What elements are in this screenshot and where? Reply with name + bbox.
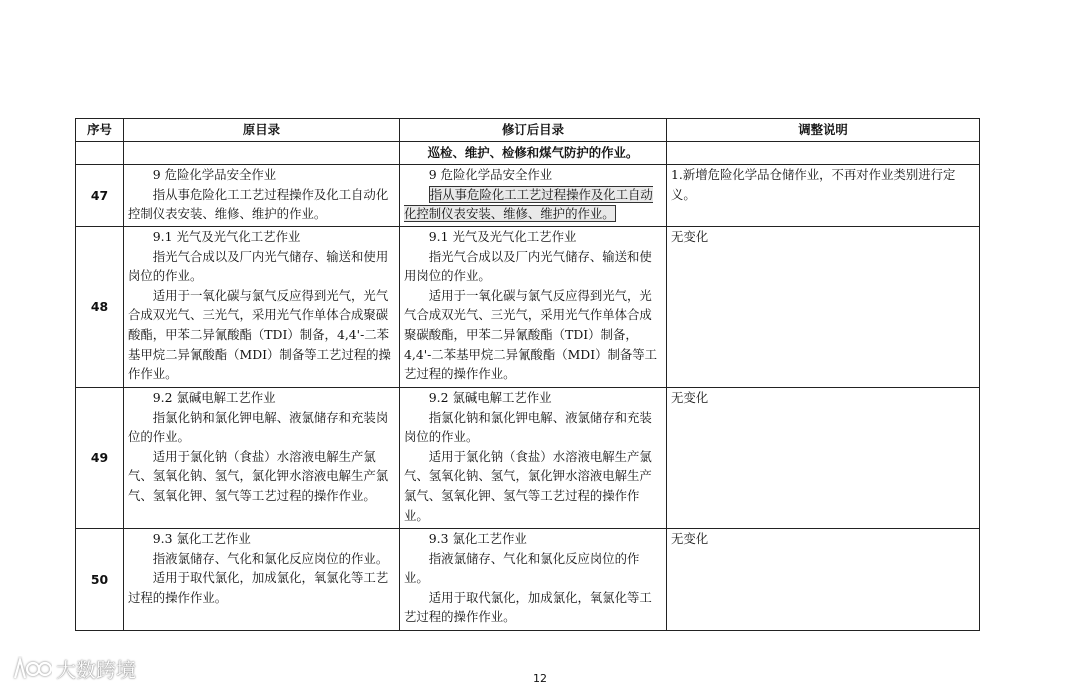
page-number: 12 bbox=[533, 672, 547, 685]
row-number: 48 bbox=[76, 227, 124, 388]
revised-cell: 9.1 光气及光气化工艺作业 指光气合成以及厂内光气储存、输送和使用岗位的作业。 适用于一氧化碳与氯气反应得到光气，光气合成双光气、三光气，采用光气作单体合成聚碳酸酯，甲苯二异氰酸酯（TDI）制备，4,4'-二苯基甲烷二异氰酸酯（MDI）制备等工艺过程的操作作业。 bbox=[400, 227, 667, 388]
highlighted-text: 指从事危险化工工艺过程操作及化工自动化控制仪表安装、维修、维护的作业。 bbox=[404, 186, 653, 222]
original-cell: 9.1 光气及光气化工艺作业 指光气合成以及厂内光气储存、输送和使用岗位的作业。 适用于一氧化碳与氯气反应得到光气，光气合成双光气、三光气，采用光气作单体合成聚碳酸酯，甲苯二异氰酸酯（TDI）制备，4,4'-二苯基甲烷二异氰酸酯（MDI）制备等工艺过程的操作作业。 bbox=[124, 227, 400, 388]
watermark bbox=[12, 654, 136, 683]
header-revised: 修订后目录 bbox=[400, 119, 667, 142]
table-row bbox=[76, 529, 980, 631]
header-note: 调整说明 bbox=[667, 119, 980, 142]
original-cell: 9.3 氯化工艺作业 指液氯储存、气化和氯化反应岗位的作业。 适用于取代氯化，加成氯化，氧氯化等工艺过程的操作作业。 bbox=[124, 529, 400, 631]
header-original: 原目录 bbox=[124, 119, 400, 142]
header-serial: 序号 bbox=[76, 119, 124, 142]
table-row bbox=[76, 227, 980, 388]
revised-cell: 9 危险化学品安全作业 指从事危险化工工艺过程操作及化工自动化控制仪表安装、维修、维护的作业。 bbox=[400, 165, 667, 227]
header-row bbox=[76, 119, 980, 142]
note-cell: 1.新增危险化学品仓储作业，不再对作业类别进行定义。 bbox=[667, 165, 980, 227]
row-number: 50 bbox=[76, 529, 124, 631]
revision-table bbox=[75, 118, 980, 631]
table-row bbox=[76, 165, 980, 227]
continuation-text: 巡检、维护、检修和煤气防护的作业。 bbox=[400, 142, 667, 165]
note-cell: 无变化 bbox=[667, 388, 980, 529]
note-cell: 无变化 bbox=[667, 529, 980, 631]
revised-cell: 9.2 氯碱电解工艺作业 指氯化钠和氯化钾电解、液氯储存和充装岗位的作业。 适用于氯化钠（食盐）水溶液电解生产氯气、氢氧化钠、氢气，氯化钾水溶液电解生产氯气、氢氧化钾、氢气等工艺过程的操作作业。 bbox=[400, 388, 667, 529]
row-number: 49 bbox=[76, 388, 124, 529]
note-cell: 无变化 bbox=[667, 227, 980, 388]
continuation-row bbox=[76, 142, 980, 165]
original-cell: 9.2 氯碱电解工艺作业 指氯化钠和氯化钾电解、液氯储存和充装岗位的作业。 适用于氯化钠（食盐）水溶液电解生产氯气、氢氧化钠、氢气，氯化钾水溶液电解生产氯气、氢氧化钾、氢气等工艺过程的操作作业。 bbox=[124, 388, 400, 529]
row-number: 47 bbox=[76, 165, 124, 227]
revised-cell: 9.3 氯化工艺作业 指液氯储存、气化和氯化反应岗位的作业。 适用于取代氯化，加成氯化，氧氯化等工艺过程的操作作业。 bbox=[400, 529, 667, 631]
watermark-text: 大数跨境 bbox=[56, 658, 136, 682]
original-cell: 9 危险化学品安全作业 指从事危险化工工艺过程操作及化工自动化控制仪表安装、维修、维护的作业。 bbox=[124, 165, 400, 227]
brand-logo-icon bbox=[12, 656, 52, 682]
table-row bbox=[76, 388, 980, 529]
